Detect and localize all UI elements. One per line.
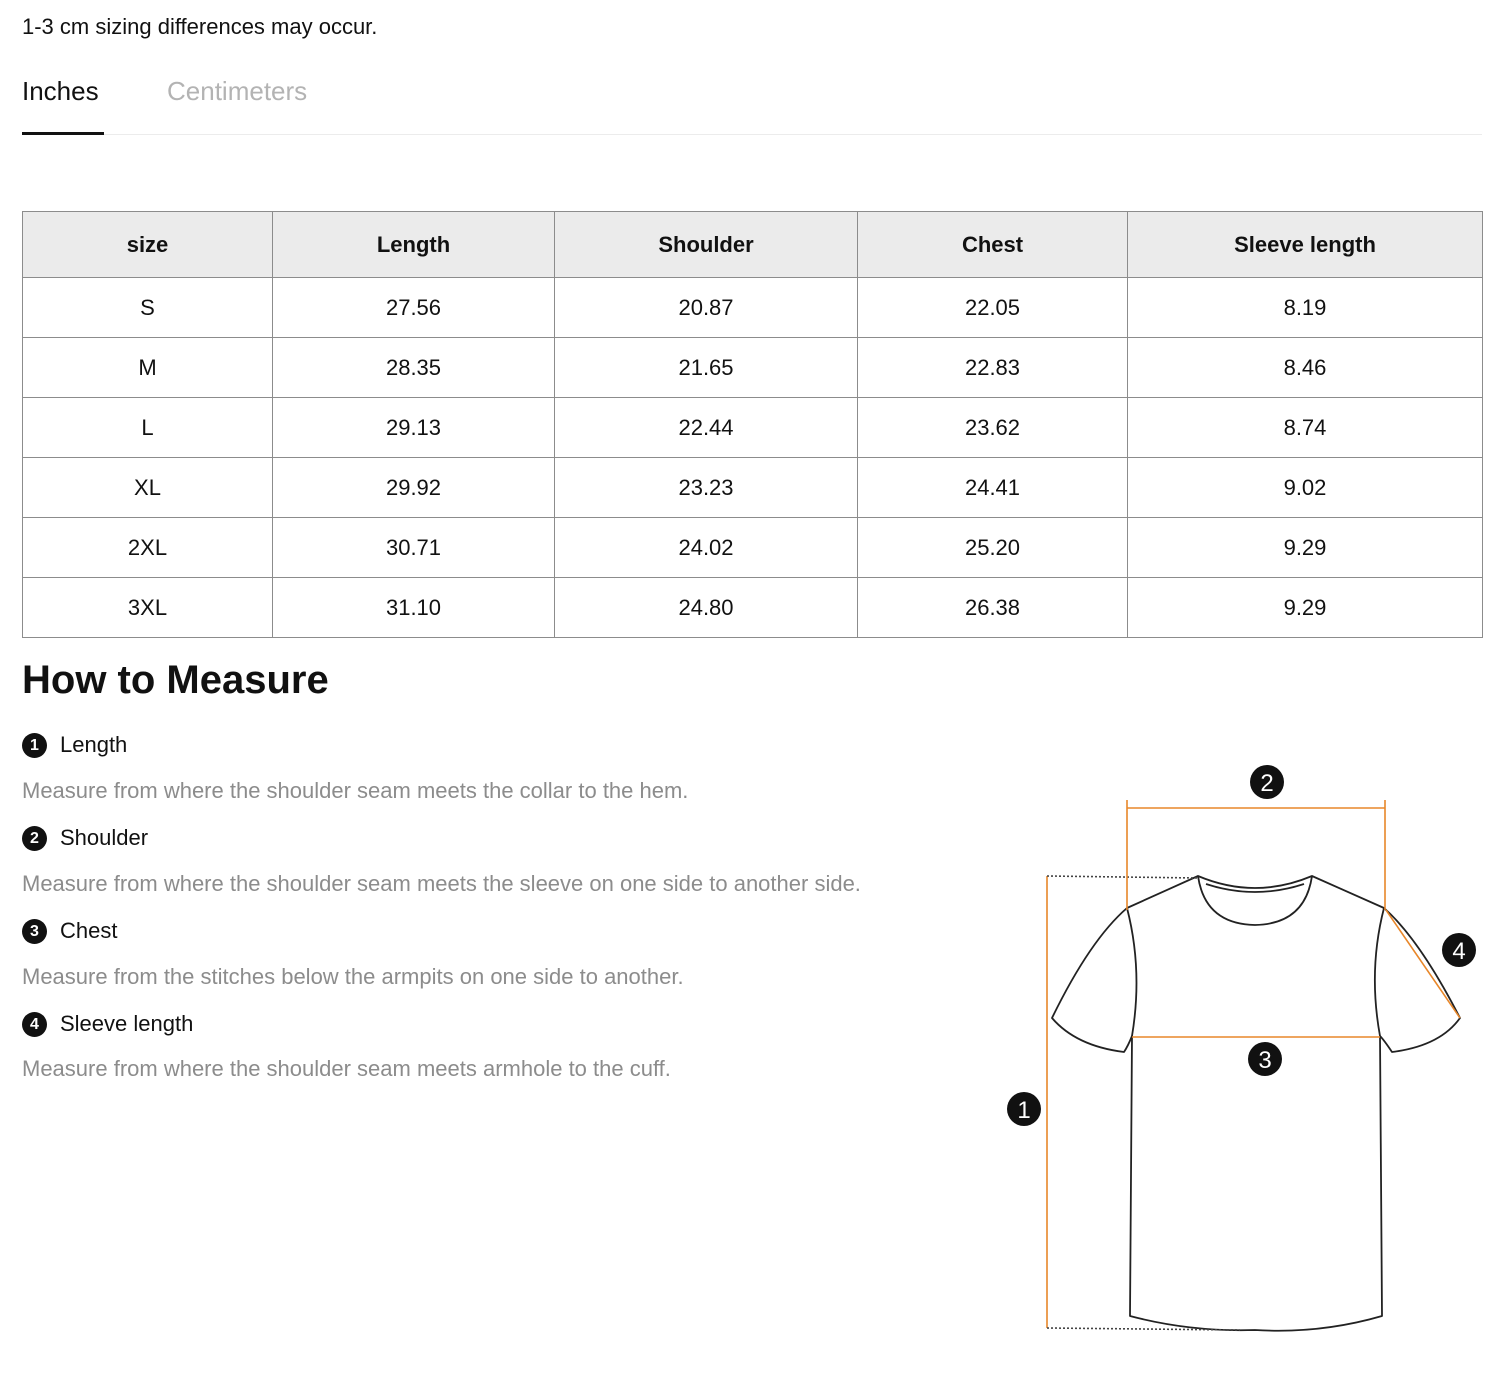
cell-shoulder: 24.02 [555,518,858,578]
step-label: Chest [60,918,118,943]
header-length: Length [273,212,555,278]
table-row [23,398,1483,458]
cell-chest: 26.38 [858,578,1128,638]
header-sleeve-length: Sleeve length [1128,212,1483,278]
table-row [23,278,1483,338]
cell-shoulder: 23.23 [555,458,858,518]
cell-shoulder: 22.44 [555,398,858,458]
tab-centimeters[interactable]: Centimeters [167,76,308,106]
cell-size: M [23,338,273,398]
sizing-note: 1-3 cm sizing differences may occur. [22,14,378,39]
number-1-badge-icon: 1 [22,733,47,758]
marker-4-icon [1442,933,1476,967]
header-shoulder: Shoulder [555,212,858,278]
active-tab-indicator [22,132,104,135]
cell-shoulder: 20.87 [555,278,858,338]
cell-shoulder: 21.65 [555,338,858,398]
cell-size: 2XL [23,518,273,578]
cell-size: S [23,278,273,338]
step-description: Measure from where the shoulder seam meets armhole to the cuff. [22,1056,671,1081]
cell-chest: 22.05 [858,278,1128,338]
cell-sleeve-length: 9.29 [1128,578,1483,638]
size-chart-table [22,211,1483,638]
cell-length: 28.35 [273,338,555,398]
step-description: Measure from where the shoulder seam meets the collar to the hem. [22,778,689,803]
step-label: Sleeve length [60,1011,194,1036]
svg-text:4: 4 [1452,938,1466,965]
step-description: Measure from where the shoulder seam meets the sleeve on one side to another side. [22,871,861,896]
tshirt-measurement-diagram [990,760,1490,1340]
table-row [23,578,1483,638]
marker-1-icon [1007,1092,1041,1126]
cell-sleeve-length: 9.29 [1128,518,1483,578]
svg-text:1: 1 [1017,1097,1031,1124]
cell-length: 27.56 [273,278,555,338]
number-2-badge-icon: 2 [22,826,47,851]
cell-size: L [23,398,273,458]
cell-sleeve-length: 9.02 [1128,458,1483,518]
cell-chest: 23.62 [858,398,1128,458]
header-chest: Chest [858,212,1128,278]
cell-size: 3XL [23,578,273,638]
table-row [23,338,1483,398]
table-header-row [23,212,1483,278]
cell-sleeve-length: 8.74 [1128,398,1483,458]
cell-sleeve-length: 8.46 [1128,338,1483,398]
cell-length: 30.71 [273,518,555,578]
step-label: Length [60,732,128,757]
cell-chest: 25.20 [858,518,1128,578]
marker-3-icon [1248,1042,1282,1076]
step-description: Measure from the stitches below the armpits on one side to another. [22,964,684,989]
cell-chest: 24.41 [858,458,1128,518]
cell-length: 31.10 [273,578,555,638]
svg-text:3: 3 [1258,1047,1272,1074]
table-row [23,458,1483,518]
cell-sleeve-length: 8.19 [1128,278,1483,338]
tshirt-outline-icon [1052,876,1460,1331]
cell-size: XL [23,458,273,518]
number-4-badge-icon: 4 [22,1012,47,1037]
cell-length: 29.92 [273,458,555,518]
cell-shoulder: 24.80 [555,578,858,638]
cell-chest: 22.83 [858,338,1128,398]
step-label: Shoulder [60,825,149,850]
tab-inches[interactable]: Inches [22,76,99,106]
cell-length: 29.13 [273,398,555,458]
table-row [23,518,1483,578]
how-to-measure-heading: How to Measure [22,658,329,702]
marker-2-icon [1250,765,1284,799]
svg-text:2: 2 [1260,770,1274,797]
header-size: size [23,212,273,278]
unit-tabs [22,70,1482,135]
number-3-badge-icon: 3 [22,919,47,944]
